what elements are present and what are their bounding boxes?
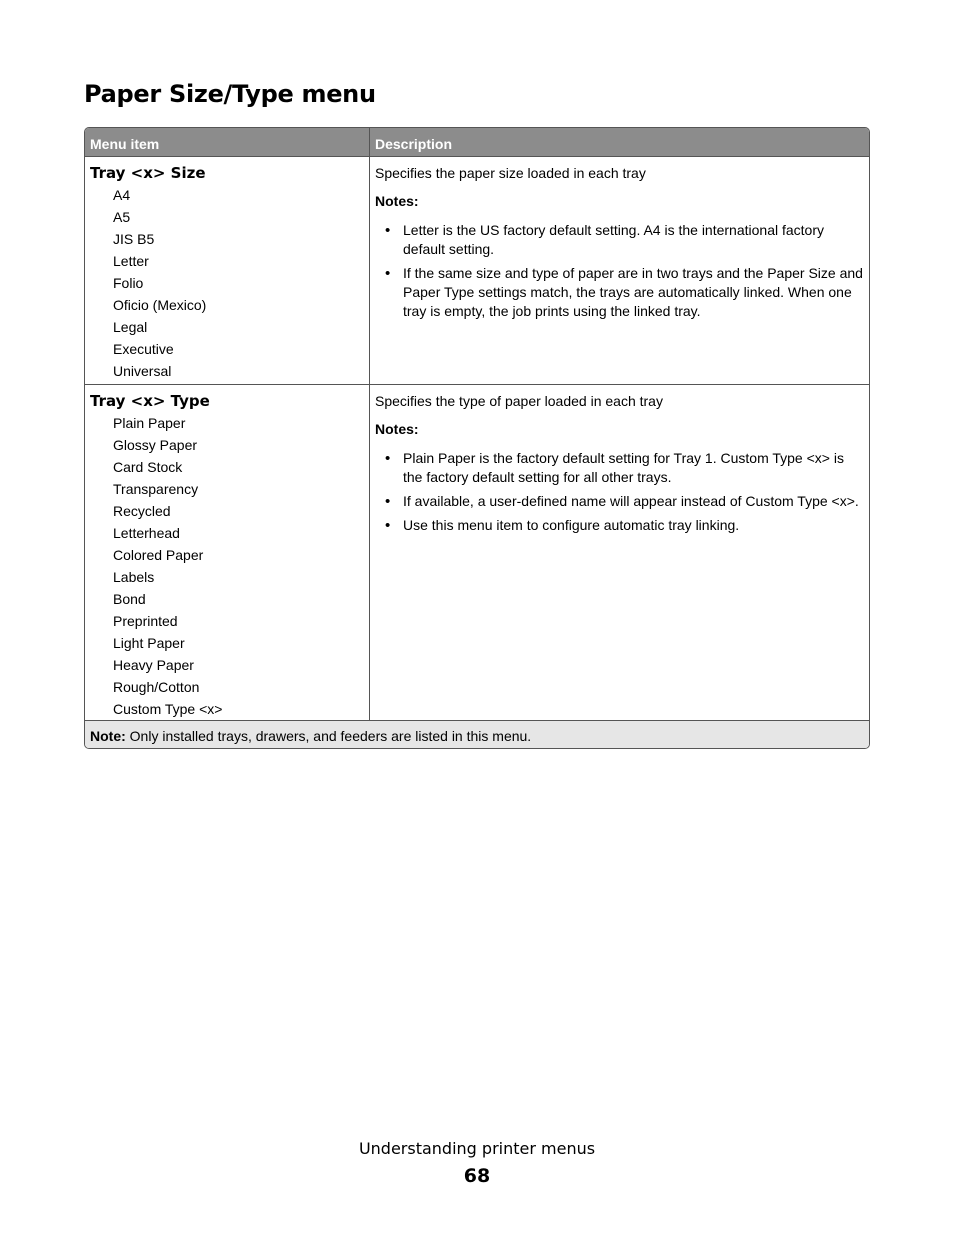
- footer-section-title: Understanding printer menus: [358, 1139, 596, 1158]
- option-item: A4: [113, 187, 131, 203]
- option-item: Light Paper: [113, 635, 185, 651]
- note-item: • If available, a user-defined name will appear instead of Custom Type <x>.: [375, 492, 865, 511]
- table-row: [85, 156, 869, 384]
- footnote-label: Note:: [90, 728, 126, 744]
- option-item: A5: [113, 209, 131, 225]
- menu-item-cell: [85, 385, 370, 720]
- table-row: [85, 384, 869, 720]
- option-item: Custom Type <x>: [113, 701, 223, 717]
- description-cell: [370, 157, 869, 384]
- page-number: 68: [463, 1165, 491, 1187]
- page-title: Paper Size/Type menu: [84, 80, 376, 108]
- option-item: Preprinted: [113, 613, 178, 629]
- option-item: Plain Paper: [113, 415, 186, 431]
- description-text: Specifies the paper size loaded in each tray: [375, 165, 646, 181]
- table-header: [85, 128, 869, 156]
- option-item: Heavy Paper: [113, 657, 194, 673]
- option-item: Transparency: [113, 481, 199, 497]
- menu-item-cell: [85, 157, 370, 384]
- option-item: Labels: [113, 569, 155, 585]
- menu-item-title: Tray <x> Type: [90, 392, 210, 410]
- note-item: • Use this menu item to configure automatic tray linking.: [375, 516, 865, 535]
- page-footer: [0, 1138, 954, 1190]
- menu-item-title: Tray <x> Size: [90, 164, 206, 182]
- description-text: Specifies the type of paper loaded in each tray: [375, 393, 663, 409]
- table-footnote: [85, 720, 869, 748]
- option-list: [90, 412, 369, 720]
- option-item: Recycled: [113, 503, 171, 519]
- header-menu-item: Menu item: [85, 128, 370, 156]
- note-item: • Letter is the US factory default setting. A4 is the international factory default setting.: [375, 221, 865, 259]
- option-item: Universal: [113, 363, 172, 379]
- option-item: Legal: [113, 319, 148, 335]
- option-item: Glossy Paper: [113, 437, 198, 453]
- option-list: [90, 184, 369, 382]
- option-item: Executive: [113, 341, 174, 357]
- note-item: • If the same size and type of paper are in two trays and the Paper Size and Paper Type settings match, the trays are automatically linked. When one tray is empty, the job prints using the linked tray.: [375, 264, 865, 321]
- notes-label: Notes:: [375, 193, 419, 209]
- menu-table: [84, 127, 870, 749]
- notes-label: Notes:: [375, 421, 419, 437]
- footnote-text: Only installed trays, drawers, and feeders are listed in this menu.: [125, 728, 532, 744]
- notes-list: [375, 221, 865, 321]
- option-item: Folio: [113, 275, 144, 291]
- option-item: Card Stock: [113, 459, 183, 475]
- option-item: Colored Paper: [113, 547, 204, 563]
- option-item: Letter: [113, 253, 149, 269]
- option-item: Oficio (Mexico): [113, 297, 207, 313]
- option-item: Rough/Cotton: [113, 679, 200, 695]
- description-cell: [370, 385, 869, 720]
- option-item: Letterhead: [113, 525, 180, 541]
- notes-list: [375, 449, 865, 535]
- option-item: Bond: [113, 591, 146, 607]
- header-description: Description: [375, 136, 453, 152]
- option-item: JIS B5: [113, 231, 155, 247]
- note-item: • Plain Paper is the factory default setting for Tray 1. Custom Type <x> is the factory default setting for all other trays.: [375, 449, 865, 487]
